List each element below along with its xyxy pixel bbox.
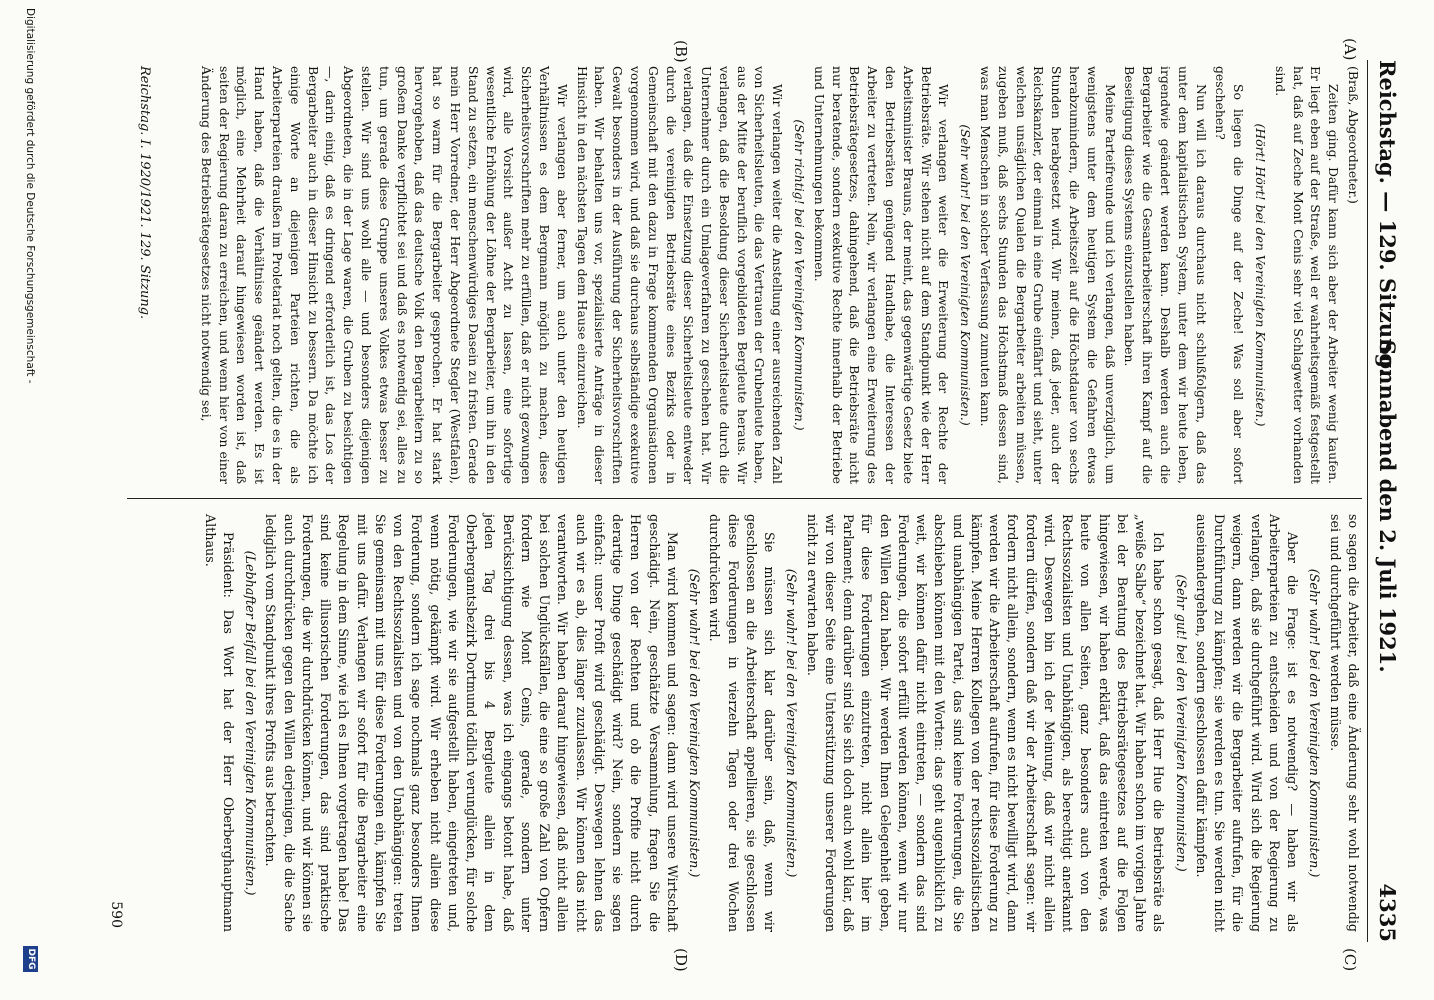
paragraph: So liegen die Dinge auf der Zeche! Was soll aber sofort geschehen? — [1213, 66, 1247, 484]
interjection: (Hört! Hört! bei den Vereinigten Kommunisten.) — [1253, 123, 1269, 427]
interjection: (Lebhafter Beifall bei den Vereinigten Kommunisten.) — [243, 550, 259, 896]
interjection: (Sehr wahr! bei den Vereinigten Kommunisten.) — [784, 568, 800, 878]
right-column — [199, 514, 1363, 932]
header-title: Reichstag. — 129. Sitzung. — [1375, 60, 1400, 376]
header-page-number: 4335 — [1375, 883, 1400, 942]
paragraph: Ich habe schon gesagt, daß Herr Hue die Betriebsräte als „weiße Salbe“ bezeichnet hat. Wir haben schon im vorigen Jahre bei der Beratung des Betriebsrätegesetzes auf die Folgen hingewiesen, wir haben erklärt, daß das eintreten werde, was heute von allen Seiten, ganz besonders auch von den Rechtssozialisten und Unabhängigen, als berechtigt anerkannt wird. Deswegen bin ich der Meinung, daß wir nicht allein fordern dürfen, sondern daß wir der Arbeiterschaft sagen: wir fordern nicht allein, sondern, wenn es nicht bewilligt wird, dann werden wir die Arbeiterschaft aufrufen, für diese Forderung zu kämpfen. Meine Herren Kollegen von der rechtssozialistischen und unabhängigen Partei, das sind keine Forderungen, die Sie abschieben können mit den Worten: das geht augenblicklich zu weit, wir können dafür nicht eintreten, — sondern das sind Forderungen, die sofort erfüllt werden können, wenn wir nur den Willen dazu haben. Wir werden Ihnen Gelegenheit geben, für diese Forderungen einzutreten, nicht allein hier im Parlament; denn darüber sind Sie sich doch auch wohl klar, daß wir von dieser Seite eine Unterstützung unserer Forderungen nicht zu erwarten haben. — [804, 514, 1167, 932]
page-number: 590 — [108, 901, 124, 928]
paragraph: Wir verlangen weiter die Erweiterung der Rechte der Betriebsräte. Wir stehen nicht auf dem Standpunkt wie der Herr Arbeitsminister Brauns, der meint, das gegenwärtige Gesetz biete den Betriebsräten genügend Handhabe, die Interessen der Arbeiter zu vertreten. Nein, wir verlangen eine Erweiterung des Betriebsrätegesetzes, dahingehend, daß die Betriebsräte nicht nur beratende, sondern exekutive Rechte innerhalb der Betriebe und Unternehmungen bekommen. — [811, 66, 952, 484]
margin-marker-d: (D) — [672, 948, 690, 972]
digitization-credit: Digitalisierung gefördert durch die Deutsche Forschungsgemeinschaft - — [24, 8, 36, 384]
paragraph: Man wird kommen und sagen: dann wird unsere Wirtschaft geschädigt. Nein, geschätzte Versammlung, fragen Sie die Herren von der Rechten und ob die Profite nicht durch derartige Dinge geschädigt wird? Nein, sondern sie sagen einfach: unser Profit wird geschädigt. Deswegen lehnen das auch wir es ab, dies länger zuzulassen. Wir können das nicht verantworten. Wir haben darauf hingewiesen, daß nicht allein bei solchen Unglücksfällen, die eine so große Zahl von Opfern fordern wie Mont Cenis, gerade, sondern unter Berücksichtigung dessen, was ich eingangs betont habe, daß jeden Tag drei bis 4 Bergleute allein in dem Oberbergamtsbezirk Dortmund tödlich verunglücken, für solche Forderungen, wie wir sie aufgestellt haben, eingetreten und, wenn nötig, gekämpft wird. Wir erheben nicht allein diese Forderung, sondern ich sage nochmals ganz besonders Ihnen von den Rechtssozialisten und von den Unabhängigen: treten Sie gemeinsam mit uns für diese Forderungen ein, kämpfen Sie mit uns dafür. Verlangen wir sofort für die Bergarbeiter eine Regelung in dem Sinne, wie ich es Ihnen vorgetragen habe! Das sind keine illusorischen Forderungen, das sind praktische Forderungen, die wir durchdrücken können, und wir können sie auch durchdrücken gegen den Willen derjenigen, die die Sache lediglich vom Standpunkt ihres Profits aus betrachten. — [263, 514, 680, 932]
paragraph: so sagen die Arbeiter, daß eine Änderung sehr wohl notwendig sei und durchgeführt werden müsse. — [1327, 514, 1361, 932]
interjection: (Sehr wahr! bei den Vereinigten Kommunisten.) — [958, 124, 974, 426]
footer-note: Reichstag. I. 1920/1921. 129. Sitzung. — [137, 66, 152, 320]
interjection: (Sehr wahr! bei den Vereinigten Kommunisten.) — [687, 568, 703, 878]
page-header — [1367, 60, 1402, 942]
margin-marker-c: (C) — [1341, 948, 1359, 972]
column-divider — [127, 498, 1362, 499]
paragraph: Nun will ich daraus durchaus nicht schlußfolgern, daß das unter dem kapitalistischen System, unter dem wir heute leben, irgendwie geändert werden kann. Deshalb werden auch die Bergarbeiter wie die Gesamtarbeiterschaft ihren Kampf auf die Beseitigung dieses Systems einzustellen haben. — [1122, 66, 1209, 484]
interjection: (Sehr gut! bei den Vereinigten Kommunisten.) — [1173, 574, 1189, 872]
paragraph: Präsident: Das Wort hat der Herr Oberberghauptmann Althaus. — [202, 514, 236, 932]
paragraph: (Braß, Abgeordneter.) — [1346, 66, 1361, 204]
margin-marker-a: (A) — [1341, 38, 1359, 61]
dfg-logo-icon[interactable]: DFG — [23, 946, 38, 972]
left-column — [195, 66, 1362, 484]
header-date: Sonnabend den 2. Juli 1921. — [1375, 340, 1400, 673]
interjection: (Sehr richtig! bei den Vereinigten Kommunisten.) — [792, 119, 808, 431]
interjection: (Sehr wahr! bei den Vereinigten Kommunisten.) — [1307, 568, 1323, 878]
margin-marker-b: (B) — [672, 40, 690, 63]
paragraph: Wir verlangen aber ferner, um auch unter den heutigen Verhältnissen es dem Bergmann möglich zu machen, diese Sicherheitsvorschriften mehr zu erfüllen, daß er nicht gezwungen wird, alle Vorsicht außer Acht zu lassen, eine sofortige wesentliche Erhöhung der Löhne der Bergarbeiter, um ihn in den Stand zu setzen, ein menschenwürdiges Dasein zu fristen. Gerade mein Herr Vorredner, der Herr Abgeordnete Stegler (Westfalen), hat so warm für die Bergarbeiter gesprochen. Er hat stark hervorgehoben, daß das deutsche Volk den Bergarbeitern zu so großem Danke verpflichtet sei und daß es notwendig sei, alles zu tun, um gerade diese Gruppe unseres Volkes etwas besser zu stellen. Wir sind uns wohl alle — und besonders diejenigen Abgeordneten, die in der Lage waren, die Gruben zu besichtigen —, darin einig, daß es dringend erforderlich ist, das Los der Bergarbeiter auch in dieser Hinsicht zu bessern. Da möchte ich einige Worte an diejenigen Parteien richten, die als Arbeiterparteien draußen im Proletariat noch gelten, die es in der Hand haben, daß die Verhältnisse geändert werden. Es ist möglich, eine Mehrheit darauf hingewiesen worden ist, daß seiten der Regierung daran zu erreichen, und wenn hier von einer Änderung des Betriebsrätegesetzes nicht notwendig sei, — [198, 66, 570, 484]
paragraph: Aber die Frage: ist es notwendig? — haben wir als Arbeiterparteien zu entscheiden und von der Regierung zu verlangen, daß sie durchgeführt wird. Wird sich die Regierung weigern, dann werden wir die Bergarbeiter aufrufen, für die Durchführung zu kämpfen; sie werden es tun. Sie werden nicht auseinandergehen, sondern geschlossen dafür kämpfen. — [1194, 514, 1301, 932]
paragraph: Zeiten ging. Dafür kann sich aber der Arbeiter wenig kaufen. Er liegt eben auf der Straße, weil er wahrheitsgemäß festgestellt hat, daß auf Zeche Mont Cenis sehr viel Schlagwetter vorhanden sind. — [1272, 66, 1342, 484]
paragraph: Sie müssen sich klar darüber sein, daß, wenn wir geschlossen an die Arbeiterschaft appellieren, sie geschlossen diese Forderungen in vierzehn Tagen oder drei Wochen durchdrücken wird. — [707, 514, 778, 932]
paragraph: Meine Parteifreunde und ich verlangen, daß unverzüglich, um wenigstens unter dem heutigen System die Gefahren etwas herabzumindern, die Arbeitszeit auf die Höchstdauer von sechs Stunden herabgesetzt wird. Wir meinen, daß jeder, auch der Reichskanzler, der einmal in eine Grube einfährt und sieht, unter welchen unsäglichen Qualen die Bergarbeiter arbeiten müssen, zugeben muß, daß sechs Stunden das Höchstmaß dessen sind, was man Menschen in solcher Verfassung zumuten kann. — [978, 66, 1118, 484]
paragraph: Wir verlangen weiter die Anstellung einer ausreichenden Zahl von Sicherheitsleuten, die das Vertrauen der Grubenleute haben, aus der Mitte der beruflich vorgebildeten Bergleute heraus. Wir verlangen, daß die Besoldung dieser Sicherheitsleute durch die Unternehmer durch ein Umlageverfahren zu geschehen hat. Wir verlangen, daß die Einsetzung dieser Sicherheitsleute entweder durch die vereinigten Betriebsräte eines Bezirks oder in Gemeinschaft mit den dazu in Frage kommenden Organisationen vorgenommen wird, und daß sie durchaus selbständige exekutive Gewalt besonders in der Ausführung der Sicherheitsvorschriften haben. Wir behalten uns vor, spezialisierte Anträge in dieser Hinsicht in den nächsten Tagen dem Hause einzureichen. — [574, 66, 786, 484]
